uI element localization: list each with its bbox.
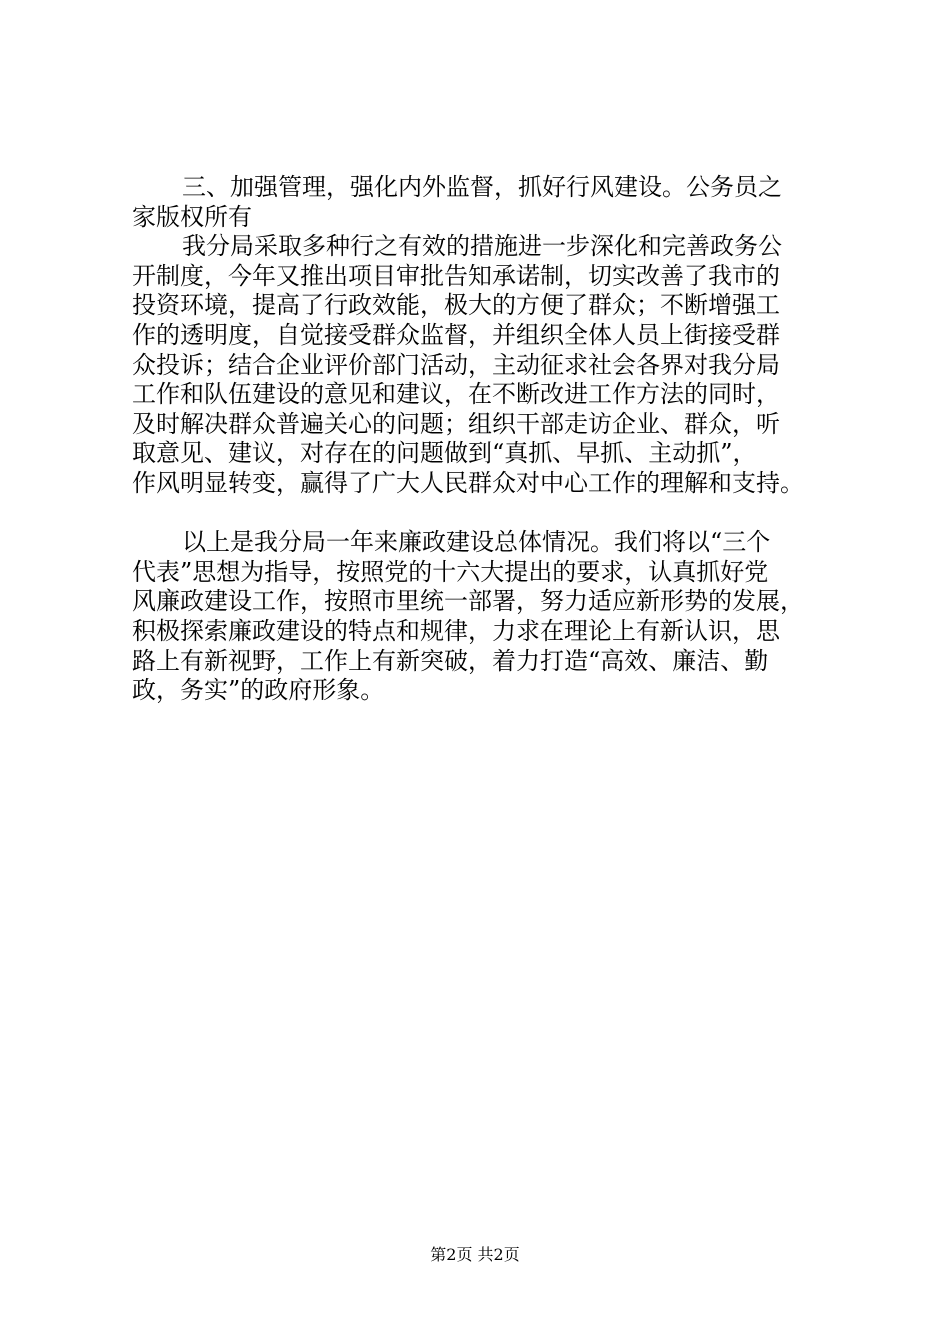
page-number-footer: 第2页 共2页 (430, 1245, 520, 1264)
section-heading-line: 家版权所有 (132, 202, 252, 231)
paragraph-gap (132, 499, 842, 529)
document-body (132, 173, 842, 706)
paragraph-line: 路上有新视野，工作上有新突破，着力打造“高效、廉洁、勤 (132, 646, 769, 675)
paragraph-line: 我分局采取多种行之有效的措施进一步深化和完善政务公 (182, 232, 782, 261)
paragraph-line: 以上是我分局一年来廉政建设总体情况。我们将以“三个 (182, 528, 771, 557)
paragraph-line: 作风明显转变，赢得了广大人民群众对中心工作的理解和支持。 (132, 468, 804, 497)
section-heading-line: 三、加强管理，强化内外监督，抓好行风建设。公务员之 (182, 173, 782, 201)
paragraph-line: 政，务实”的政府形象。 (132, 676, 385, 705)
paragraph-line: 取意见、建议，对存在的问题做到“真抓、早抓、主动抓”， (132, 439, 757, 468)
paragraph-line: 工作和队伍建设的意见和建议，在不断改进工作方法的同时， (132, 380, 780, 409)
paragraph-line: 投资环境，提高了行政效能，极大的方便了群众；不断增强工 (132, 291, 780, 320)
paragraph-line: 风廉政建设工作，按照市里统一部署，努力适应新形势的发展， (132, 587, 804, 616)
paragraph-line: 开制度，今年又推出项目审批告知承诺制，切实改善了我市的 (132, 261, 780, 290)
paragraph-line: 积极探索廉政建设的特点和规律，力求在理论上有新认识，思 (132, 616, 780, 645)
paragraph-line: 作的透明度，自觉接受群众监督，并组织全体人员上街接受群 (132, 320, 780, 349)
paragraph-line: 及时解决群众普遍关心的问题；组织干部走访企业、群众，听 (132, 409, 780, 438)
paragraph-line: 代表”思想为指导，按照党的十六大提出的要求，认真抓好党 (132, 557, 769, 586)
paragraph-line: 众投诉；结合企业评价部门活动，主动征求社会各界对我分局 (132, 350, 780, 379)
